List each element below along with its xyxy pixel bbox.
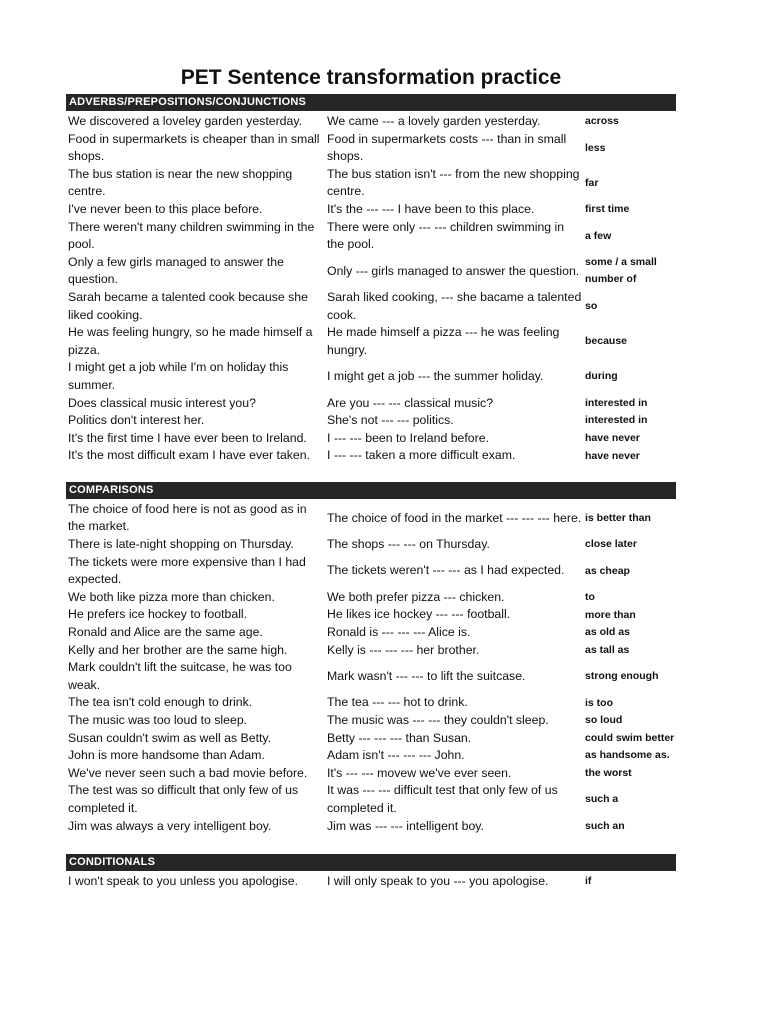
exercise-row [66, 289, 676, 324]
exercise-row [66, 395, 676, 413]
original-sentence: I won't speak to you unless you apologise. [68, 874, 298, 889]
answer-key: close later [585, 538, 637, 551]
answer-key: interested in [585, 396, 648, 409]
section-conditionals [66, 854, 676, 891]
transformed-sentence: I --- --- taken a more difficult exam. [327, 448, 516, 463]
exercise-row [66, 359, 676, 394]
answer-key: the worst [585, 767, 632, 780]
answer-key: so loud [585, 714, 623, 727]
exercise-row [66, 642, 676, 660]
rows [66, 501, 676, 835]
exercise-row [66, 430, 676, 448]
transformed-sentence: There were only --- --- children swimming in the pool. [327, 219, 565, 252]
answer-key: to [585, 591, 595, 604]
exercise-row [66, 554, 676, 589]
original-sentence: Does classical music interest you? [68, 395, 256, 410]
original-sentence: Ronald and Alice are the same age. [68, 625, 263, 640]
transformed-sentence: He made himself a pizza --- he was feeling hungry. [327, 325, 560, 357]
exercise-row [66, 536, 676, 554]
original-sentence: We discovered a loveley garden yesterday. [68, 114, 302, 128]
exercise-row [66, 747, 676, 765]
transformed-sentence: We came --- a lovely garden yesterday. [327, 114, 541, 128]
original-sentence: There is late-night shopping on Thursday. [68, 537, 294, 552]
original-sentence: John is more handsome than Adam. [68, 748, 265, 763]
answer-key: across [585, 115, 619, 128]
exercise-row [66, 606, 676, 624]
original-sentence: I might get a job while I'm on holiday this summer. [68, 360, 289, 392]
original-sentence: The music was too loud to sleep. [68, 713, 248, 727]
answer-key: is better than [585, 511, 651, 524]
exercise-row [66, 712, 676, 730]
rows [66, 113, 676, 465]
transformed-sentence: Mark wasn't --- --- to lift the suitcase. [327, 669, 526, 684]
answer-key: could swim better [585, 731, 675, 744]
transformed-sentence: Are you --- --- classical music? [327, 395, 494, 410]
original-sentence: We've never seen such a bad movie before. [68, 765, 308, 780]
answer-key: have never [585, 431, 640, 444]
section-comparisons [66, 482, 676, 835]
exercise-row [66, 254, 676, 289]
exercise-row [66, 624, 676, 642]
answer-key: as handsome as. [585, 749, 670, 762]
answer-key: is too [585, 696, 613, 709]
answer-key: have never [585, 449, 640, 462]
exercise-row [66, 765, 676, 783]
answer-key: such a [585, 793, 619, 806]
original-sentence: Politics don't interest her. [68, 413, 205, 428]
transformed-sentence: He likes ice hockey --- --- football. [327, 607, 511, 622]
page-title: PET Sentence transformation practice [180, 66, 562, 89]
original-sentence: It's the most difficult exam I have ever taken. [68, 448, 311, 463]
original-sentence: Sarah became a talented cook because she liked cooking. [68, 289, 308, 322]
answer-key: more than [585, 608, 636, 621]
answer-key: as cheap [585, 564, 630, 577]
transformed-sentence: Kelly is --- --- --- her brother. [327, 642, 480, 657]
transformed-sentence: The choice of food in the market --- --- --- here. [327, 510, 582, 525]
answer-key: so [585, 300, 598, 313]
original-sentence: Susan couldn't swim as well as Betty. [68, 730, 272, 745]
exercise-row [66, 412, 676, 430]
original-sentence: Food in supermarkets is cheaper than in small shops. [68, 131, 320, 164]
original-sentence: Jim was always a very intelligent boy. [68, 818, 272, 833]
exercise-row [66, 201, 676, 219]
section-heading: COMPARISONS [66, 482, 676, 499]
transformed-sentence: It was --- --- difficult test that only few of us completed it. [327, 783, 558, 815]
transformed-sentence: The tickets weren't --- --- as I had expected. [327, 563, 565, 578]
transformed-sentence: The shops --- --- on Thursday. [327, 537, 490, 552]
exercise-row [66, 324, 676, 359]
transformed-sentence: Ronald is --- --- --- Alice is. [327, 625, 471, 640]
exercise-row [66, 818, 676, 836]
answer-key: during [585, 370, 618, 383]
transformed-sentence: It's --- --- movew we've ever seen. [327, 765, 512, 780]
exercise-row [66, 501, 676, 536]
exercise-row [66, 219, 676, 254]
original-sentence: We both like pizza more than chicken. [68, 589, 275, 604]
transformed-sentence: The music was --- --- they couldn't sleep. [327, 713, 549, 727]
original-sentence: I've never been to this place before. [68, 201, 263, 216]
original-sentence: He was feeling hungry, so he made himself a pizza. [68, 325, 313, 357]
transformed-sentence: It's the --- --- I have been to this place. [327, 201, 535, 216]
section-heading: CONDITIONALS [66, 854, 676, 871]
original-sentence: There weren't many children swimming in the pool. [68, 219, 315, 252]
exercise-row [66, 447, 676, 465]
original-sentence: It's the first time I have ever been to Ireland. [68, 430, 307, 445]
answer-key: as tall as [585, 643, 630, 656]
answer-key: strong enough [585, 670, 659, 683]
answer-key: less [585, 141, 606, 154]
answer-key: if [585, 875, 592, 888]
transformed-sentence: I will only speak to you --- you apologise. [327, 874, 549, 889]
answer-key: as old as [585, 626, 630, 639]
transformed-sentence: The tea --- --- hot to drink. [327, 695, 468, 710]
transformed-sentence: She's not --- --- politics. [327, 413, 454, 428]
exercise-row [66, 873, 676, 891]
transformed-sentence: Betty --- --- --- than Susan. [327, 730, 472, 745]
original-sentence: Mark couldn't lift the suitcase, he was too weak. [68, 660, 292, 692]
original-sentence: Only a few girls managed to answer the question. [68, 254, 284, 287]
transformed-sentence: I --- --- been to Ireland before. [327, 430, 489, 445]
original-sentence: The bus station is near the new shopping centre. [68, 166, 293, 199]
original-sentence: The tea isn't cold enough to drink. [68, 695, 253, 710]
answer-key: because [585, 335, 628, 348]
answer-key: first time [585, 203, 630, 216]
worksheet [66, 62, 676, 891]
section-spacer [66, 835, 676, 854]
exercise-row [66, 659, 676, 694]
exercise-row [66, 694, 676, 712]
exercise-row [66, 730, 676, 748]
transformed-sentence: Sarah liked cooking, --- she bacame a talented cook. [327, 289, 582, 322]
original-sentence: The choice of food here is not as good as in the market. [68, 501, 307, 534]
rows [66, 873, 676, 891]
transformed-sentence: We both prefer pizza --- chicken. [327, 589, 505, 604]
original-sentence: Kelly and her brother are the same high. [68, 642, 288, 657]
original-sentence: The tickets were more expensive than I had expected. [68, 554, 306, 587]
exercise-row [66, 113, 676, 131]
exercise-row [66, 131, 676, 166]
answer-key: interested in [585, 414, 648, 427]
section-heading: ADVERBS/PREPOSITIONS/CONJUNCTIONS [66, 94, 676, 111]
exercise-row [66, 589, 676, 607]
answer-key: such an [585, 819, 625, 832]
transformed-sentence: Adam isn't --- --- --- John. [327, 748, 465, 763]
transformed-sentence: I might get a job --- the summer holiday. [327, 369, 544, 384]
exercise-row [66, 166, 676, 201]
section-adverbs [66, 94, 676, 465]
answer-key: far [585, 176, 599, 189]
section-spacer [66, 465, 676, 482]
exercise-row [66, 782, 676, 817]
transformed-sentence: Only --- girls managed to answer the question. [327, 263, 580, 278]
transformed-sentence: The bus station isn't --- from the new shopping centre. [327, 166, 580, 199]
original-sentence: He prefers ice hockey to football. [68, 607, 248, 622]
original-sentence: The test was so difficult that only few of us completed it. [68, 783, 299, 815]
answer-key: a few [585, 229, 612, 242]
transformed-sentence: Food in supermarkets costs --- than in small shops. [327, 131, 567, 164]
answer-key: some / a small number of [585, 256, 657, 286]
transformed-sentence: Jim was --- --- intelligent boy. [327, 818, 484, 833]
